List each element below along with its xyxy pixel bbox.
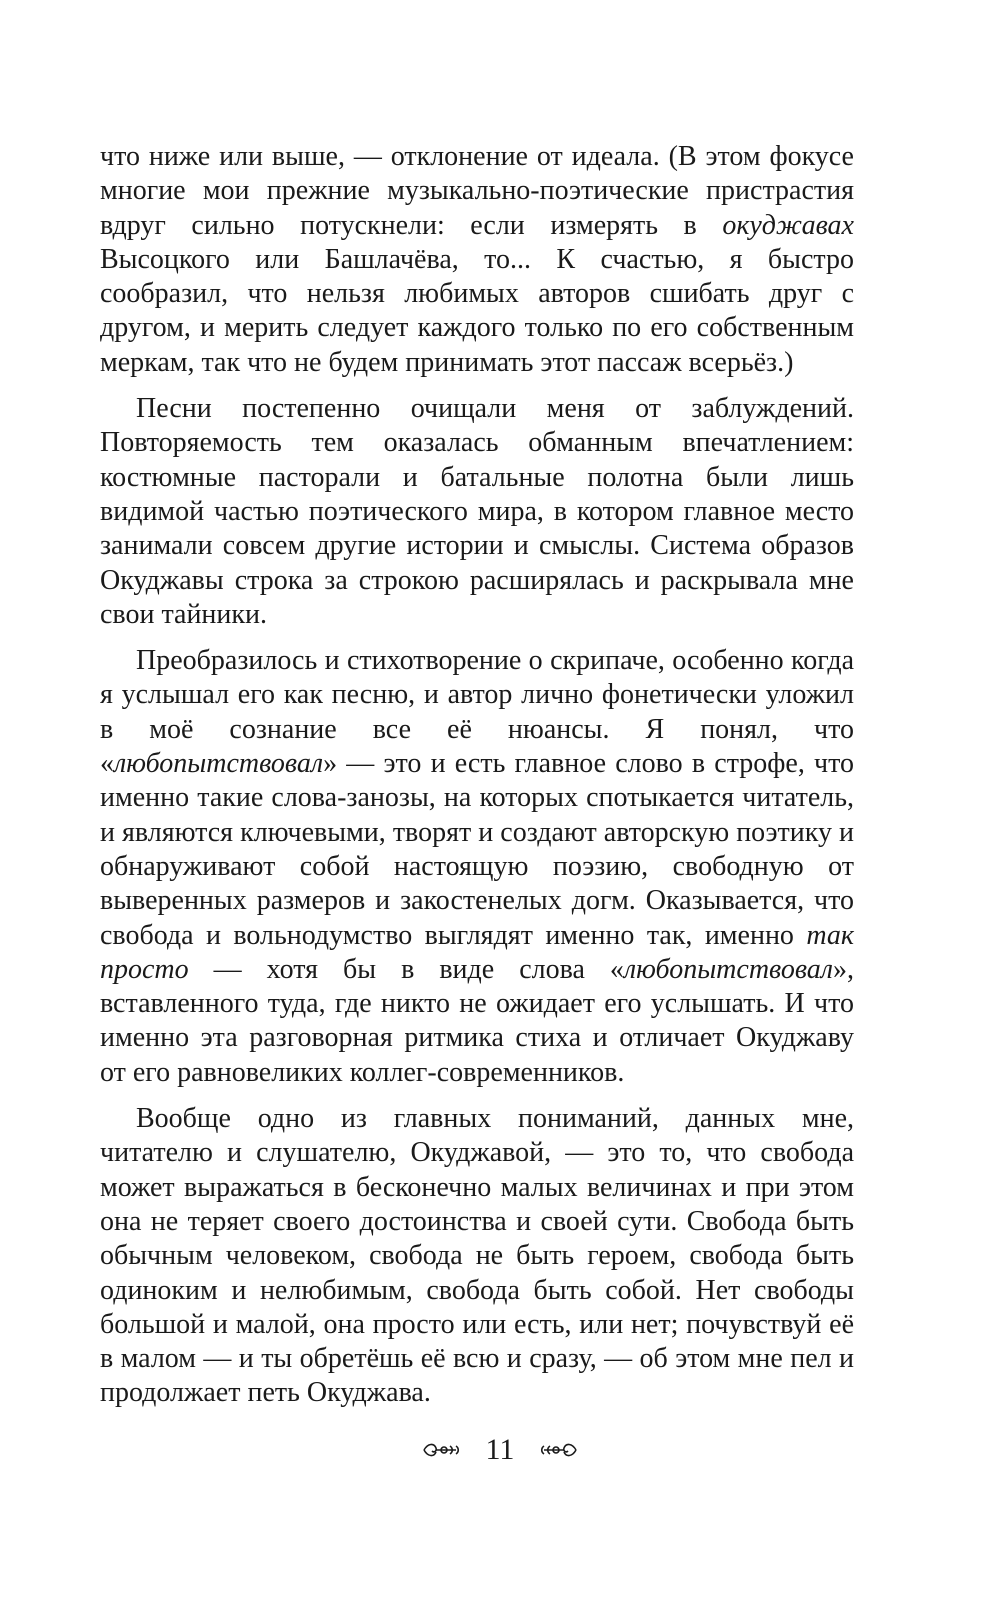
floral-ornament-icon <box>422 1439 460 1461</box>
italic-term: так просто <box>100 919 854 985</box>
italic-term: любопытствовал <box>623 953 833 985</box>
italic-term: любопытствовал <box>114 748 324 780</box>
body-text <box>100 140 854 1423</box>
floral-ornament-icon <box>540 1439 578 1461</box>
paragraph: Преобразилось и стихотворение о скрипаче, особенно когда я услышал его как песню, и автор лично фонетически уложил в моё сознание все её нюансы. Я понял, что «любопытствовал» — это и есть главное слово в строфе, что именно такие слова-занозы, на которых спотыкается читатель, и являются ключевыми, творят и создают авторскую поэтику и обнаруживают собой настоящую поэзию, свободную от выверенных размеров и закостенелых догм. Оказывается, что свобода и вольнодумство выглядят именно так, именно так просто — хотя бы в виде слова «любопытствовал», вставленного туда, где никто не ожидает его услышать. И что именно эта разговорная ритмика стиха и отличает Окуджаву от его равновеликих коллег-современников. <box>100 645 854 1088</box>
italic-term: окуджавах <box>722 209 854 241</box>
page-number: 11 <box>485 1433 515 1467</box>
paragraph: Вообще одно из главных пониманий, данных мне, читателю и слушателю, Окуджавой, — это то, что свобода может выражаться в бесконечно малых величинах и при этом она не теряет своего достоинства и своей сути. Свобода быть обычным человеком, свобода не быть героем, свобода быть одиноким и нелюбимым, свобода быть собой. Нет свободы большой и малой, она просто или есть, или нет; почувствуй её в малом — и ты обретёшь её всю и сразу, — об этом мне пел и продолжает петь Окуджава. <box>100 1103 854 1409</box>
paragraph: что ниже или выше, — отклонение от идеала. (В этом фокусе многие мои прежние музыкально-поэтические пристрастия вдруг сильно потускнели: если измерять в окуджавах Высоцкого или Башлачёва, то... К счастью, я быстро сообразил, что нельзя любимых авторов сшибать друг с другом, и мерить следует каждого только по его собственным меркам, так что не будем принимать этот пассаж всерьёз.) <box>100 141 854 378</box>
paragraph: Песни постепенно очищали меня от заблуждений. Повторяемость тем оказалась обманным впечатлением: костюмные пасторали и батальные полотна были лишь видимой частью поэтического мира, в котором главное место занимали совсем другие истории и смыслы. Система образов Окуджавы строка за строкою расширялась и раскрывала мне свои тайники. <box>100 393 854 630</box>
page-footer <box>0 1428 1000 1470</box>
